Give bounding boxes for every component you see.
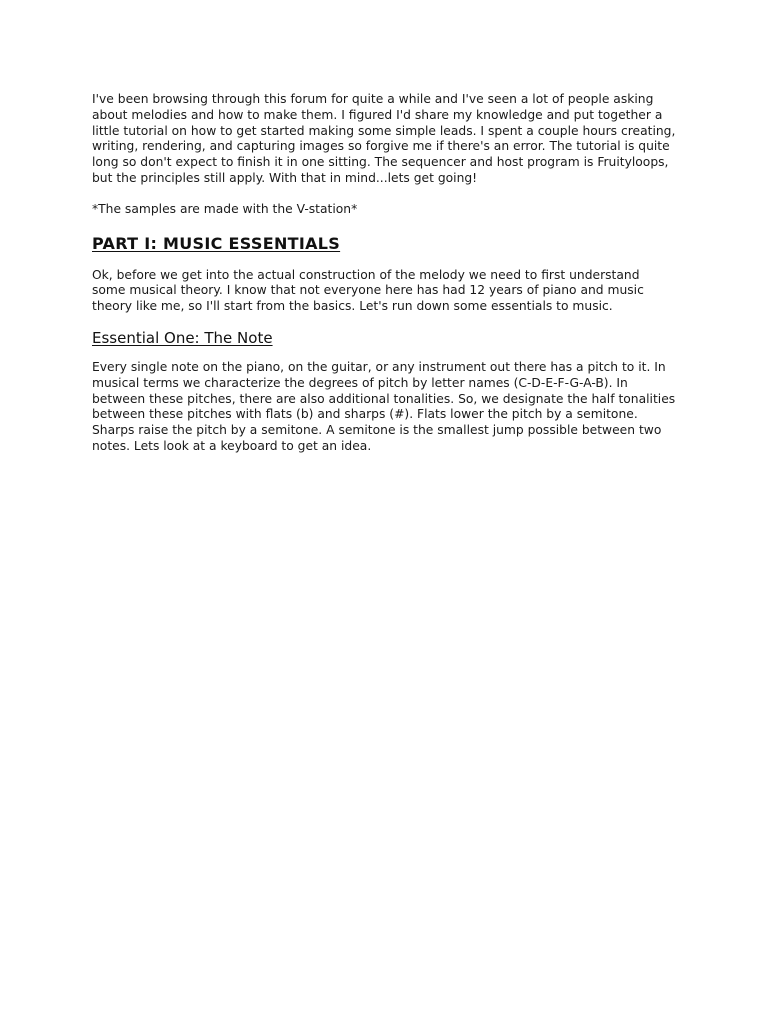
part1-heading: PART I: MUSIC ESSENTIALS bbox=[92, 233, 341, 253]
part1-intro-paragraph: Ok, before we get into the actual construction of the melody we need to first understand some musical theory. I know that not everyone here has had 12 years of piano and music theory like me, so I'll start from the basics. Let's run down some essentials to music. bbox=[92, 267, 644, 314]
samples-note: *The samples are made with the V-station* bbox=[92, 201, 358, 216]
essential1-heading: Essential One: The Note bbox=[92, 328, 273, 347]
essential1-body-paragraph: Every single note on the piano, on the guitar, or any instrument out there has a pitch to it. In musical terms we characterize the degrees of pitch by letter names (C-D-E-F-G-A-B). In between these pitches, there are also additional tonalities. So, we designate the half tonalities between these pitches with flats (b) and sharps (#). Flats lower the pitch by a semitone. Sharps raise the pitch by a semitone. A semitone is the smallest jump possible between two notes. Lets look at a keyboard to get an idea. bbox=[92, 359, 676, 453]
intro-paragraph: I've been browsing through this forum for quite a while and I've seen a lot of people asking about melodies and how to make them. I figured I'd share my knowledge and put together a little tutorial on how to get started making some simple leads. I spent a couple hours creating, writing, rendering, and capturing images so forgive me if there's an error. The tutorial is quite long so don't expect to finish it in one sitting. The sequencer and host program is Fruityloops, but the principles still apply. With that in mind...lets get going! bbox=[92, 92, 676, 185]
document-page bbox=[92, 92, 676, 455]
